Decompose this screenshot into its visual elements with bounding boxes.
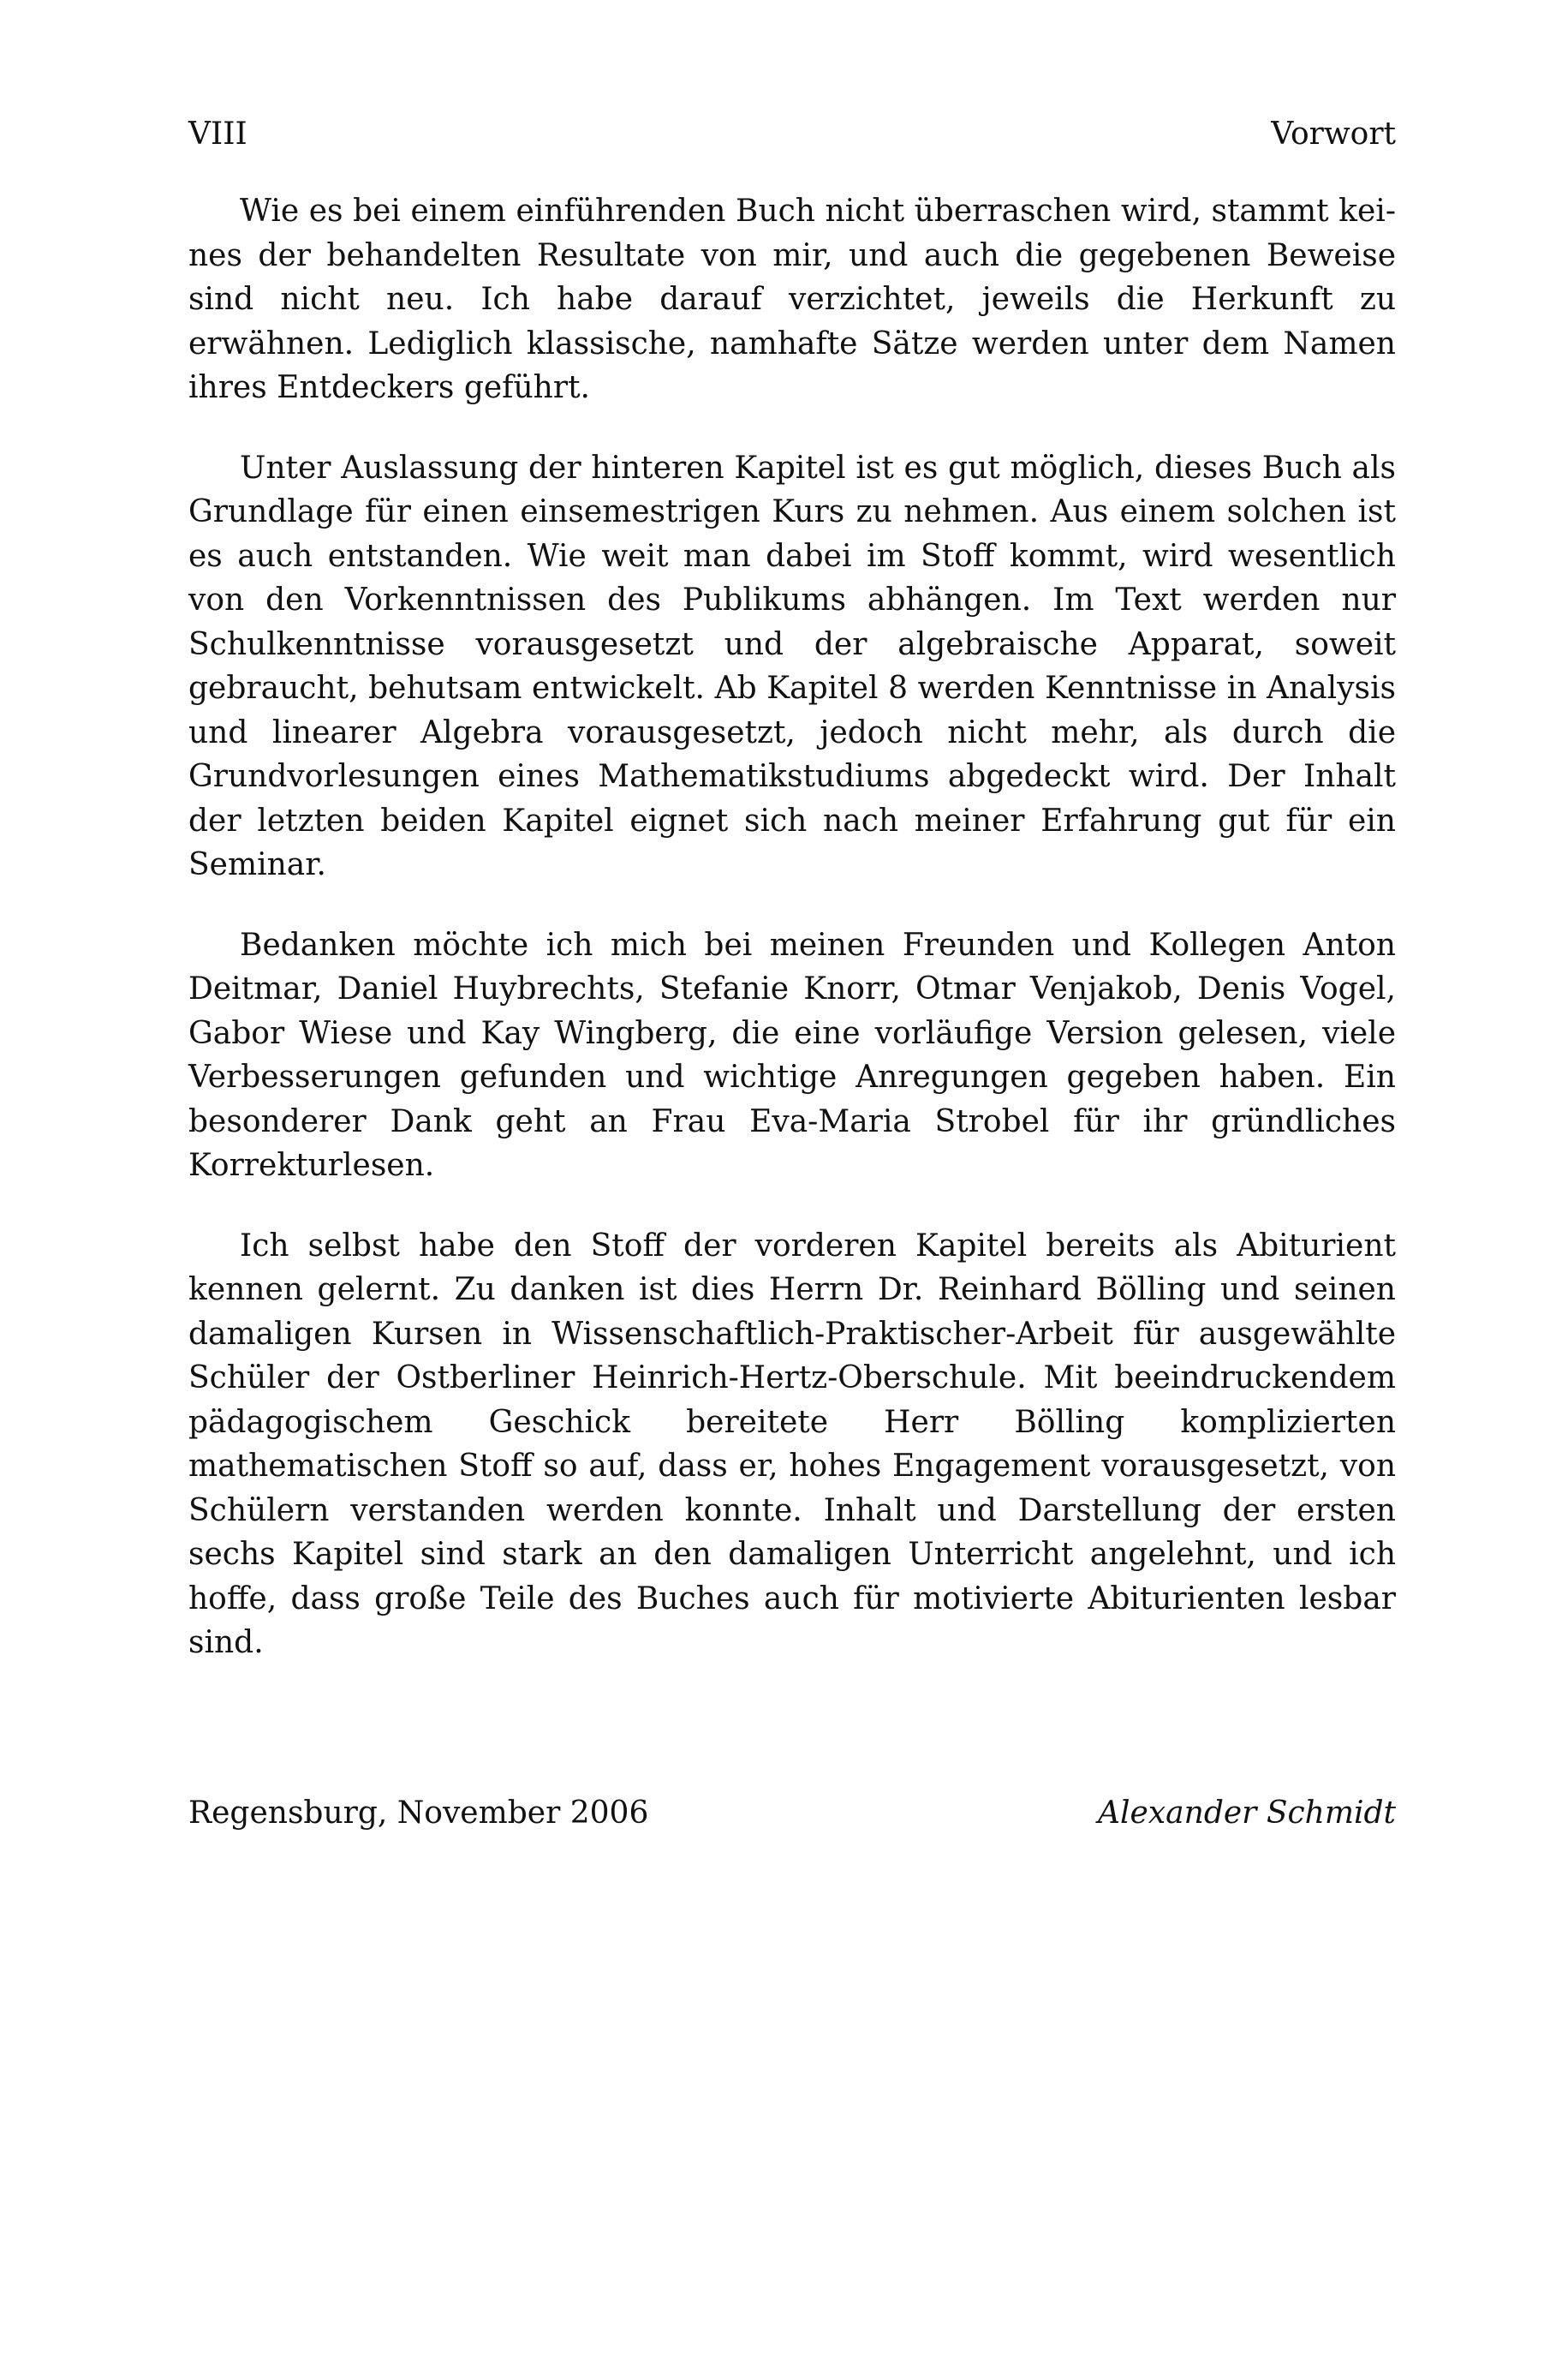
place-date: Regensburg, November 2006 <box>188 1795 649 1831</box>
section-title: Vorwort <box>1271 117 1396 152</box>
author-name: Alexander Schmidt <box>1098 1795 1396 1831</box>
book-page <box>188 116 1396 1835</box>
paragraph-personal-history: Ich selbst habe den Stoff der vorderen Kapitel bereits als Abiturient kennen gelernt. Zu danken ist dies Herrn Dr. Reinhard Bölling und seinen damaligen Kursen in Wissenschaftlich-Praktischer-Arbeit für ausgewählte Schüler der Ostberliner Heinrich-Hertz-Oberschule. Mit beeindruckendem pädagogischem Geschick bereitete Herr Bölling komplizierten mathematischen Stoff so auf, dass er, hohes Engagement vorausgesetzt, von Schülern verstanden werden konnte. Inhalt und Darstellung der ersten sechs Kapitel sind stark an den damaligen Unterricht angelehnt, und ich hoffe, dass große Teile des Buches auch für motivierte Abiturienten lesbar sind. <box>188 1228 1396 1660</box>
signature-line <box>188 1792 1396 1835</box>
preface-body <box>188 189 1396 1665</box>
page-number: VIII <box>188 117 247 152</box>
paragraph-acknowledgements: Bedanken möchte ich mich bei meinen Freunden und Kollegen Anton Deitmar, Daniel Huybrechts, Stefanie Knorr, Otmar Venjakob, Denis Vogel, Gabor Wiese und Kay Wingberg, die eine vorläufige Version gelesen, viele Verbesserungen gefunden und wichtige Anregungen gegeben haben. Ein besonderer Dank geht an Frau Eva-Maria Strobel für ihr gründliches Korrekturlesen. <box>188 927 1396 1183</box>
running-head <box>188 116 1396 153</box>
paragraph-origin-of-results: Wie es bei einem einführenden Buch nicht überraschen wird, stammt keines der behandelten Resultate von mir, und auch die gegebenen Beweise sind nicht neu. Ich habe darauf verzichtet, jeweils die Herkunft zu erwähnen. Lediglich klassische, namhafte Sätze werden unter dem Namen ihres Entdeckers geführt. <box>188 194 1396 405</box>
paragraph-course-usage: Unter Auslassung der hinteren Kapitel ist es gut möglich, dieses Buch als Grundlage für einen einsemestrigen Kurs zu nehmen. Aus einem solchen ist es auch entstanden. Wie weit man dabei im Stoff kommt, wird wesentlich von den Vorkenntnissen des Publikums abhängen. Im Text werden nur Schulkenntnisse vorausgesetzt und der algebraische Apparat, soweit gebraucht, behutsam entwickelt. Ab Kapitel 8 werden Kenntnisse in Analysis und linearer Algebra vorausgesetzt, jedoch nicht mehr, als durch die Grundvorlesungen eines Mathematikstudiums abgedeckt wird. Der Inhalt der letzten beiden Kapitel eignet sich nach meiner Erfahrung gut für ein Seminar. <box>188 450 1396 882</box>
